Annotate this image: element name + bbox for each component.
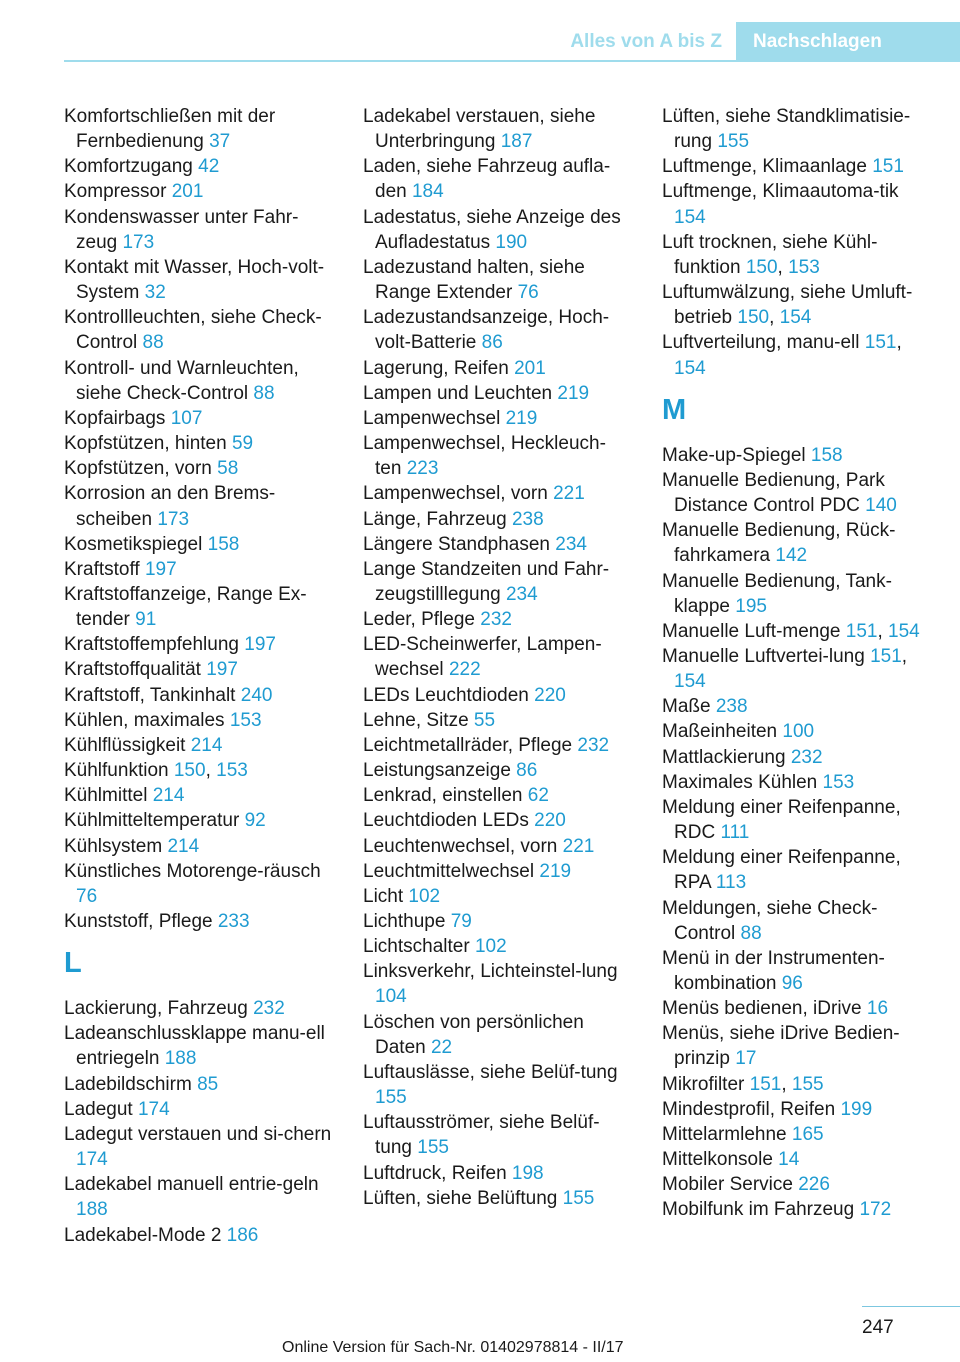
index-term: Kraftstoff xyxy=(64,558,140,580)
index-term: Korrosion an den Brems-scheiben xyxy=(64,483,276,530)
index-term: Mikrofilter xyxy=(662,1073,745,1095)
index-entry xyxy=(64,1097,332,1122)
index-entry xyxy=(64,154,332,179)
index-term: Lampenwechsel, vorn xyxy=(363,483,548,505)
index-term: LEDs Leuchtdioden xyxy=(363,684,529,706)
index-term: Länge, Fahrzeug xyxy=(363,508,507,530)
page-reference-link[interactable]: 173 xyxy=(157,508,190,530)
index-entry xyxy=(363,154,631,204)
index-term: Lampenwechsel xyxy=(363,407,501,429)
page-reference-link[interactable]: 88 xyxy=(740,922,762,944)
index-term: Komfortzugang xyxy=(64,156,193,178)
page-reference-link[interactable]: 238 xyxy=(715,696,748,718)
page-reference-link[interactable]: 226 xyxy=(798,1174,830,1196)
index-entry xyxy=(363,431,631,481)
index-term: Kühlfunktion xyxy=(64,760,169,782)
index-entry xyxy=(363,632,631,682)
index-entry xyxy=(363,406,631,431)
page-reference-link[interactable]: 151 xyxy=(749,1073,782,1095)
index-entry xyxy=(363,884,631,909)
page-reference-link[interactable]: 151 xyxy=(872,156,904,178)
page-reference-link[interactable]: 14 xyxy=(778,1149,800,1171)
page-reference-link[interactable]: 232 xyxy=(480,609,512,631)
index-term: Luftdruck, Reifen xyxy=(363,1162,507,1184)
page-reference-link[interactable]: 220 xyxy=(534,684,566,706)
index-entry: Luftumwälzung, siehe Umluft-betrieb 150, 154 xyxy=(662,282,913,329)
page-reference-link[interactable]: 221 xyxy=(553,483,585,505)
page-reference-link[interactable]: 155 xyxy=(375,1087,407,1109)
index-term: Linksverkehr, Lichteinstel-lung xyxy=(363,961,618,983)
page-reference-link[interactable]: 150 xyxy=(737,307,770,329)
index-entry: Mikrofilter 151, 155 xyxy=(662,1073,824,1095)
index-column-2 xyxy=(363,104,631,1211)
page-reference-link[interactable]: 32 xyxy=(144,282,166,304)
index-term: Lichtschalter xyxy=(363,936,470,958)
page-reference-link[interactable]: 62 xyxy=(527,785,549,807)
page-reference-link[interactable]: 142 xyxy=(775,545,808,567)
index-entry xyxy=(363,356,631,381)
page-reference-link[interactable]: 201 xyxy=(514,357,546,379)
index-entry xyxy=(64,733,332,758)
index-entry xyxy=(64,179,332,204)
index-entry xyxy=(64,909,332,934)
index-term: Ladezustand halten, siehe Range Extender xyxy=(363,256,585,304)
index-term: Ladegut xyxy=(64,1098,133,1120)
index-term: Lampen und Leuchten xyxy=(363,382,553,404)
index-term: Meldung einer Reifenpanne, RPA xyxy=(662,847,901,894)
page-reference-link[interactable]: 151 xyxy=(864,332,897,354)
page-reference-link[interactable]: 58 xyxy=(217,458,239,480)
index-term: Kraftstoffqualität xyxy=(64,659,201,681)
index-entry xyxy=(363,104,631,154)
index-entry xyxy=(64,632,332,657)
index-term: Menüs, siehe iDrive Bedien-prinzip xyxy=(662,1023,900,1070)
page-reference-link[interactable]: 85 xyxy=(197,1073,219,1095)
index-entry xyxy=(363,532,631,557)
page-reference-link[interactable]: 214 xyxy=(190,734,223,756)
index-term: Manuelle Luft-menge xyxy=(662,620,841,642)
page-reference-link[interactable]: 197 xyxy=(244,634,276,656)
page-reference-link[interactable]: 154 xyxy=(779,307,812,329)
index-entry xyxy=(64,205,332,255)
page-reference-link[interactable]: 100 xyxy=(782,721,815,743)
index-term: Manuelle Luftvertei-lung xyxy=(662,645,865,667)
index-term: Luftmenge, Klimaautoma-tik xyxy=(662,181,899,203)
index-term: Längere Standphasen xyxy=(363,533,550,555)
index-entry xyxy=(662,770,934,795)
index-term: Kopfstützen, hinten xyxy=(64,433,227,455)
page-reference-link[interactable]: 219 xyxy=(505,407,538,429)
index-term: Menü in der Instrumenten-kombination xyxy=(662,947,885,994)
index-term: Maße xyxy=(662,696,711,718)
index-term: Make-up-Spiegel xyxy=(662,444,806,466)
page-reference-link[interactable]: 154 xyxy=(674,357,706,379)
index-term: Ladezustandsanzeige, Hoch-volt-Batterie xyxy=(363,307,610,354)
page-reference-link[interactable]: 214 xyxy=(152,785,185,807)
index-entry xyxy=(64,1021,332,1071)
index-term: Lampenwechsel, Heckleuch-ten xyxy=(363,433,606,480)
index-letter-heading: L xyxy=(64,947,82,980)
page-reference-link[interactable]: 197 xyxy=(206,659,238,681)
index-entry xyxy=(662,104,934,154)
index-entry xyxy=(662,179,934,229)
index-term: Ladekabel verstauen, siehe Unterbringung xyxy=(363,106,596,153)
index-entry xyxy=(662,1097,934,1122)
index-term: Menüs bedienen, iDrive xyxy=(662,998,862,1020)
index-term: Kompressor xyxy=(64,181,167,203)
index-entry xyxy=(64,1122,332,1172)
index-term: Luftverteilung, manu-ell xyxy=(662,332,860,354)
index-entry xyxy=(662,518,934,568)
index-entry xyxy=(662,694,934,719)
page-reference-link[interactable]: 79 xyxy=(450,911,472,932)
index-entry xyxy=(363,708,631,733)
index-entry xyxy=(363,934,631,959)
page-reference-link[interactable]: 153 xyxy=(822,771,855,793)
page-reference-link[interactable]: 232 xyxy=(253,998,285,1020)
index-term: Mindestprofil, Reifen xyxy=(662,1098,836,1120)
page-reference-link[interactable]: 104 xyxy=(375,986,407,1008)
index-term: Maßeinheiten xyxy=(662,721,778,743)
index-entry xyxy=(64,1072,332,1097)
page-reference-link[interactable]: 184 xyxy=(411,181,444,203)
page-reference-link[interactable]: 155 xyxy=(791,1073,824,1095)
index-term: Kühlmitteltemperatur xyxy=(64,810,240,832)
index-entry xyxy=(662,468,934,518)
page-reference-link[interactable]: 154 xyxy=(674,206,706,228)
page-reference-link[interactable]: 174 xyxy=(137,1098,170,1120)
page-reference-link[interactable]: 201 xyxy=(171,181,204,203)
index-term: Künstliches Motorenge-räusch xyxy=(64,860,321,882)
index-entry xyxy=(64,356,332,406)
index-term: Luftausströmer, siehe Belüf-tung xyxy=(363,1112,600,1159)
index-entry xyxy=(64,305,332,355)
page-reference-link[interactable]: 37 xyxy=(209,131,231,153)
page-reference-link[interactable]: 186 xyxy=(226,1224,259,1246)
index-entry xyxy=(64,996,332,1021)
index-entry xyxy=(64,532,332,557)
index-entry xyxy=(64,683,332,708)
page-reference-link[interactable]: 155 xyxy=(717,131,750,153)
page-reference-link[interactable]: 111 xyxy=(720,822,750,844)
page-reference-link[interactable]: 151 xyxy=(845,620,878,642)
index-term: Manuelle Bedienung, Tank-klappe xyxy=(662,570,892,617)
index-entry xyxy=(363,834,631,859)
page-reference-link[interactable]: 190 xyxy=(495,231,528,253)
index-entry xyxy=(363,557,631,607)
index-entry xyxy=(662,946,934,996)
page-reference-link[interactable]: 151 xyxy=(870,645,902,667)
index-term: Lehne, Sitze xyxy=(363,709,469,731)
page-reference-link[interactable]: 102 xyxy=(474,936,507,958)
index-term: Kunststoff, Pflege xyxy=(64,911,213,932)
page-reference-link[interactable]: 76 xyxy=(517,282,539,304)
page-reference-link[interactable]: 153 xyxy=(216,760,248,782)
index-term: Kopfstützen, vorn xyxy=(64,458,212,480)
index-term: Meldung einer Reifenpanne, RDC xyxy=(662,796,901,844)
page-reference-link[interactable]: 195 xyxy=(735,595,767,617)
index-term: Leuchtdioden LEDs xyxy=(363,810,529,832)
index-entry xyxy=(662,745,934,770)
index-entry xyxy=(363,507,631,532)
index-entry xyxy=(64,406,332,431)
index-entry xyxy=(64,557,332,582)
index-entry xyxy=(363,683,631,708)
page-reference-link[interactable]: 86 xyxy=(516,760,538,782)
index-term: Manuelle Bedienung, Rück-fahrkamera xyxy=(662,520,896,567)
index-term: Laden, siehe Fahrzeug aufla-den xyxy=(363,156,611,203)
index-term: Mobilfunk im Fahrzeug xyxy=(662,1199,855,1221)
index-entry xyxy=(64,834,332,859)
page-reference-link[interactable]: 188 xyxy=(76,1199,108,1221)
index-term: Mittelarmlehne xyxy=(662,1123,787,1145)
index-term: Mattlackierung xyxy=(662,746,786,768)
index-term: Löschen von persönlichen Daten xyxy=(363,1011,584,1058)
index-entry xyxy=(662,569,934,619)
index-entry xyxy=(363,205,631,255)
page-reference-link[interactable]: 153 xyxy=(788,256,820,278)
index-term: Kraftstoffempfehlung xyxy=(64,634,239,656)
index-term: Kraftstoffanzeige, Range Ex-tender xyxy=(64,583,307,631)
index-term: Kontroll- und Warnleuchten, siehe Check-Control xyxy=(64,357,299,404)
page-reference-link[interactable]: 150 xyxy=(745,256,778,278)
index-entry xyxy=(363,758,631,783)
page-reference-link[interactable]: 199 xyxy=(840,1098,873,1120)
index-entry xyxy=(64,1223,332,1248)
index-entry: Manuelle Luft-menge 151, 154 xyxy=(662,620,920,642)
page-reference-link[interactable]: 102 xyxy=(408,885,441,907)
page-reference-link[interactable]: 155 xyxy=(417,1137,449,1159)
index-term: Ladekabel manuell entrie-geln xyxy=(64,1174,319,1196)
index-term: Leistungsanzeige xyxy=(363,760,511,782)
index-term: Lichthupe xyxy=(363,911,446,932)
index-term: Luftmenge, Klimaanlage xyxy=(662,156,867,178)
page-reference-link[interactable]: 113 xyxy=(715,872,747,894)
page-reference-link[interactable]: 234 xyxy=(505,583,538,605)
index-entry xyxy=(64,708,332,733)
index-term: Kopfairbags xyxy=(64,407,166,429)
index-term: Ladegut verstauen und si-chern xyxy=(64,1123,332,1145)
index-entry xyxy=(363,1010,631,1060)
index-entry xyxy=(363,783,631,808)
index-entry xyxy=(662,996,934,1021)
index-entry xyxy=(662,719,934,744)
index-term: Ladeanschlussklappe manu-ell entriegeln xyxy=(64,1023,325,1070)
index-term: Leichtmetallräder, Pflege xyxy=(363,734,573,756)
index-entry xyxy=(363,607,631,632)
page-reference-link[interactable]: 234 xyxy=(555,533,587,555)
page-reference-link[interactable]: 214 xyxy=(167,835,200,857)
page-number: 247 xyxy=(862,1317,894,1338)
index-term: Kosmetikspiegel xyxy=(64,533,203,555)
index-entry xyxy=(64,104,332,154)
index-term: Kühlen, maximales xyxy=(64,709,225,731)
index-entry: Luft trocknen, siehe Kühl-funktion 150, 153 xyxy=(662,231,878,278)
index-entry xyxy=(662,443,934,468)
page-reference-link[interactable]: 154 xyxy=(674,671,706,693)
page-reference-link[interactable]: 76 xyxy=(76,885,98,907)
index-entry: Kühlfunktion 150, 153 xyxy=(64,760,248,782)
index-entry xyxy=(363,859,631,884)
index-term: Lagerung, Reifen xyxy=(363,357,509,379)
page-reference-link[interactable]: 140 xyxy=(865,495,897,517)
index-entry: Manuelle Luftvertei-lung 151, 154 xyxy=(662,645,908,693)
index-entry xyxy=(64,808,332,833)
index-column-3 xyxy=(662,104,934,1223)
page-reference-link[interactable]: 233 xyxy=(217,911,250,932)
index-entry xyxy=(662,845,934,895)
index-entry xyxy=(64,582,332,632)
page-reference-link[interactable]: 107 xyxy=(170,407,203,429)
page-reference-link[interactable]: 86 xyxy=(481,332,503,354)
index-term: Meldungen, siehe Check-Control xyxy=(662,897,878,944)
page-reference-link[interactable]: 232 xyxy=(577,734,610,756)
page-reference-link[interactable]: 219 xyxy=(539,860,572,882)
section-title: Alles von A bis Z xyxy=(570,31,722,52)
index-term: Manuelle Bedienung, Park Distance Control PDC xyxy=(662,469,885,517)
index-entry xyxy=(64,431,332,456)
index-entry xyxy=(662,1122,934,1147)
index-entry xyxy=(363,1110,631,1160)
page-reference-link[interactable]: 174 xyxy=(76,1149,108,1171)
index-term: Maximales Kühlen xyxy=(662,771,818,793)
page-reference-link[interactable]: 221 xyxy=(562,835,595,857)
index-entry xyxy=(662,896,934,946)
index-entry xyxy=(64,859,332,909)
index-term: Luft trocknen, siehe Kühl-funktion xyxy=(662,231,878,278)
index-entry xyxy=(363,255,631,305)
page-reference-link[interactable]: 17 xyxy=(735,1048,757,1070)
index-term: Komfortschließen mit der Fernbedienung xyxy=(64,106,276,153)
index-entry xyxy=(64,255,332,305)
page-reference-link[interactable]: 59 xyxy=(231,433,254,455)
page-reference-link[interactable]: 232 xyxy=(790,746,823,768)
page-reference-link[interactable]: 197 xyxy=(144,558,177,580)
page-reference-link[interactable]: 153 xyxy=(229,709,262,731)
index-term: Kondenswasser unter Fahr-zeug xyxy=(64,206,299,253)
index-term: Mittelkonsole xyxy=(662,1149,773,1171)
index-entry xyxy=(662,1147,934,1172)
page-reference-link[interactable]: 96 xyxy=(781,973,803,994)
index-term: Luftumwälzung, siehe Umluft-betrieb xyxy=(662,282,913,329)
footer-note: Online Version für Sach-Nr. 01402978814 - II/17 xyxy=(282,1339,624,1356)
index-term: Lüften, siehe Belüftung xyxy=(363,1187,558,1209)
index-column-1 xyxy=(64,104,332,1248)
footer-rule xyxy=(862,1306,960,1307)
index-term: Kontrollleuchten, siehe Check-Control xyxy=(64,307,322,354)
page-reference-link[interactable]: 150 xyxy=(173,760,206,782)
page-reference-link[interactable]: 16 xyxy=(866,998,889,1020)
page-reference-link[interactable]: 172 xyxy=(859,1199,892,1221)
page-reference-link[interactable]: 219 xyxy=(557,382,590,404)
page-reference-link[interactable]: 238 xyxy=(511,508,544,530)
index-entry xyxy=(363,1060,631,1110)
index-term: Kühlsystem xyxy=(64,835,163,857)
page-reference-link[interactable]: 187 xyxy=(500,131,533,153)
index-entry xyxy=(662,154,934,179)
index-letter-heading: M xyxy=(662,393,687,426)
index-entry xyxy=(363,1161,631,1186)
index-entry xyxy=(662,1172,934,1197)
index-term: Lange Standzeiten und Fahr-zeugstilllegung xyxy=(363,558,610,605)
index-entry xyxy=(363,305,631,355)
page-reference-link[interactable]: 173 xyxy=(122,231,155,253)
page-reference-link[interactable]: 240 xyxy=(240,684,273,706)
index-term: Licht xyxy=(363,885,404,907)
page-reference-link[interactable]: 220 xyxy=(534,810,566,832)
index-entry xyxy=(363,1186,631,1211)
page-reference-link[interactable]: 222 xyxy=(448,659,481,681)
index-entry xyxy=(363,733,631,758)
page-reference-link[interactable]: 223 xyxy=(406,458,439,480)
index-entry xyxy=(64,481,332,531)
index-term: Leuchtmittelwechsel xyxy=(363,860,535,882)
page-reference-link[interactable]: 88 xyxy=(142,332,164,354)
index-term: Kraftstoff, Tankinhalt xyxy=(64,684,236,706)
page-reference-link[interactable]: 88 xyxy=(253,382,275,404)
index-term: Leuchtenwechsel, vorn xyxy=(363,835,558,857)
index-entry xyxy=(64,1172,332,1222)
index-entry xyxy=(363,481,631,506)
index-term: Kontakt mit Wasser, Hoch-volt-System xyxy=(64,256,325,304)
page-reference-link[interactable]: 91 xyxy=(135,609,157,631)
index-term: Kühlflüssigkeit xyxy=(64,734,186,756)
page-reference-link[interactable]: 155 xyxy=(562,1187,595,1209)
index-entry xyxy=(363,381,631,406)
page-reference-link[interactable]: 158 xyxy=(207,533,240,555)
index-term: Mobiler Service xyxy=(662,1174,793,1196)
index-entry xyxy=(363,808,631,833)
index-term: Lüften, siehe Standklimatisie-rung xyxy=(662,106,911,153)
page-reference-link[interactable]: 92 xyxy=(244,810,266,832)
index-entry xyxy=(363,909,631,934)
index-term: Ladekabel-Mode 2 xyxy=(64,1224,222,1246)
index-term: Kühlmittel xyxy=(64,785,148,807)
chapter-tab[interactable]: Nachschlagen xyxy=(736,22,960,62)
page-reference-link[interactable]: 198 xyxy=(511,1162,544,1184)
page-reference-link[interactable]: 188 xyxy=(164,1048,197,1070)
index-entry xyxy=(64,456,332,481)
index-entry: Luftverteilung, manu-ell 151, 154 xyxy=(662,332,902,379)
page-reference-link[interactable]: 22 xyxy=(430,1036,453,1058)
index-term: Leder, Pflege xyxy=(363,609,475,631)
index-term: Ladestatus, siehe Anzeige des Aufladestatus xyxy=(363,206,621,253)
index-entry xyxy=(363,959,631,1009)
index-term: Ladebildschirm xyxy=(64,1073,192,1095)
index-entry xyxy=(64,657,332,682)
index-entry xyxy=(662,1021,934,1071)
index-term: Lackierung, Fahrzeug xyxy=(64,998,248,1020)
page-reference-link[interactable]: 55 xyxy=(473,709,496,731)
page-reference-link[interactable]: 158 xyxy=(810,444,843,466)
index-term: LED-Scheinwerfer, Lampen-wechsel xyxy=(363,634,602,681)
page-reference-link[interactable]: 42 xyxy=(198,156,220,178)
page-reference-link[interactable]: 165 xyxy=(791,1123,824,1145)
index-entry xyxy=(64,783,332,808)
page-reference-link[interactable]: 154 xyxy=(888,620,920,642)
index-term: Lenkrad, einstellen xyxy=(363,785,523,807)
index-entry xyxy=(662,795,934,845)
index-term: Luftauslässe, siehe Belüf-tung xyxy=(363,1061,618,1083)
index-entry xyxy=(662,1197,934,1222)
